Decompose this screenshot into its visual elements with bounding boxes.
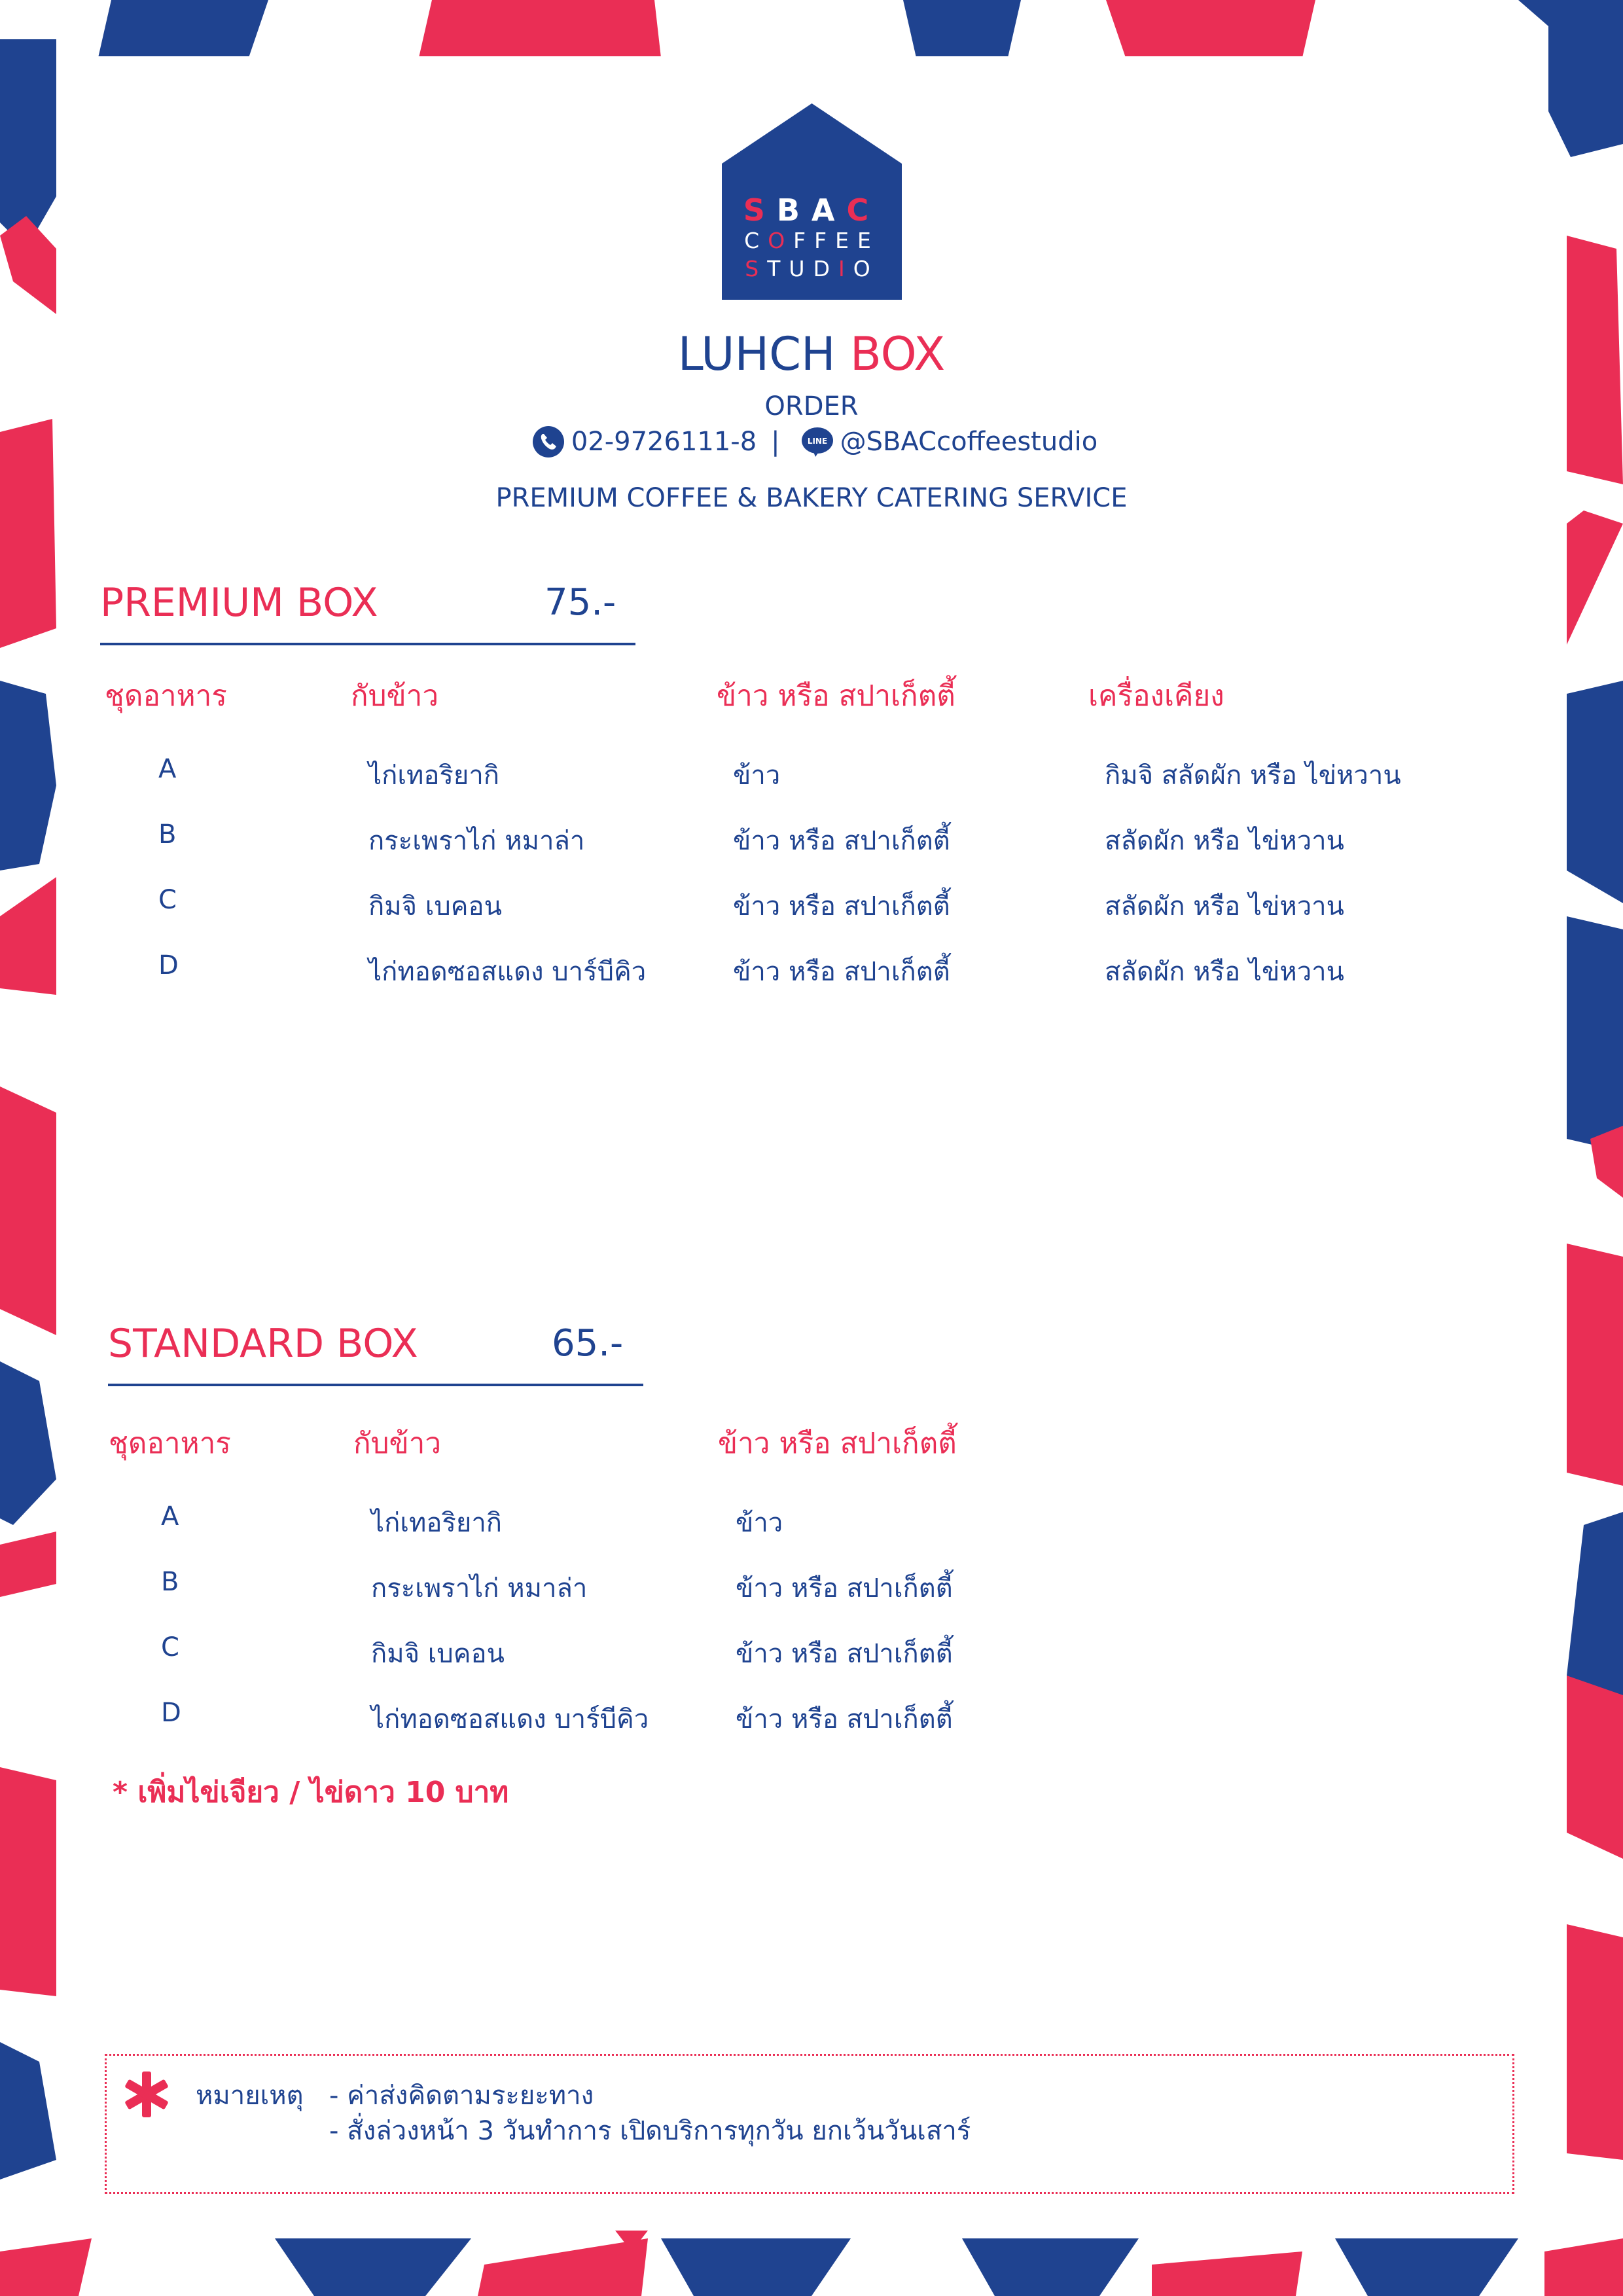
standard-box-price: 65.- [552,1322,624,1365]
line-app-icon [801,425,834,458]
premium-row-a-main: ไก่เทอริยากิ [368,761,499,791]
premium-row-b-rice: ข้าว หรือ สปาเก็ตตี้ [733,826,950,856]
remark-delivery-fee: - ค่าส่งคิดตามระยะทาง [329,2081,594,2111]
premium-row-b-main: กระเพราไก่ หมาล่า [368,826,585,856]
standard-col-main-dish: กับข้าว [353,1427,442,1460]
premium-col-set: ชุดอาหาร [105,679,227,713]
premium-row-d-main: ไก่ทอดซอสแดง บาร์บีคิว [368,957,647,987]
premium-col-side-dish: เครื่องเคียง [1088,679,1224,713]
premium-row-d-side: สลัดผัก หรือ ไข่หวาน [1105,957,1344,987]
page-title: LUHCH BOX [677,327,946,381]
standard-col-rice-or-spaghetti: ข้าว หรือ สปาเก็ตตี้ [718,1427,957,1460]
phone-icon [532,425,565,458]
standard-col-set: ชุดอาหาร [109,1427,231,1460]
svg-text:LINE: LINE [807,437,827,446]
order-label: ORDER [764,391,859,422]
standard-row-a-rice: ข้าว [736,1508,783,1538]
standard-row-b-rice: ข้าว หรือ สปาเก็ตตี้ [736,1573,953,1604]
remark-box [105,2054,1514,2194]
remark-advance-order: - สั่งล่วงหน้า 3 วันทำการ เปิดบริการทุกวัน ยกเว้นวันเสาร์ [329,2116,971,2146]
premium-row-d-rice: ข้าว หรือ สปาเก็ตตี้ [733,957,950,987]
standard-row-b-main: กระเพราไก่ หมาล่า [371,1573,588,1604]
menu-sheet [56,56,1548,2229]
logo-wordmark-studio: STUDIO [745,256,879,281]
standard-row-a-set: A [161,1501,179,1532]
premium-box-price: 75.- [544,581,616,624]
premium-box-title: PREMIUM BOX [100,580,378,626]
premium-row-a-rice: ข้าว [733,761,781,791]
standard-row-a-main: ไก่เทอริยากิ [371,1508,502,1538]
remark-label: หมายเหตุ [196,2081,304,2111]
asterisk-icon [122,2070,171,2119]
phone-number[interactable]: 02-9726111-8 [571,427,757,457]
standard-row-c-set: C [161,1632,179,1662]
standard-row-d-main: ไก่ทอดซอสแดง บาร์บีคิว [371,1704,649,1734]
logo-wordmark-coffee: COFFEE [744,228,880,253]
contact-line [0,425,1623,458]
standard-box-underline [108,1384,643,1386]
logo-wordmark-sbac: SBAC [743,192,881,228]
premium-row-b-side: สลัดผัก หรือ ไข่หวาน [1105,826,1344,856]
premium-row-b-set: B [158,819,177,850]
premium-row-a-set: A [158,754,177,784]
line-id[interactable]: @SBACcoffeestudio [840,427,1098,457]
premium-row-d-set: D [158,950,179,980]
tagline: PREMIUM COFFEE & BAKERY CATERING SERVICE [495,483,1128,513]
premium-col-rice-or-spaghetti: ข้าว หรือ สปาเก็ตตี้ [717,679,955,713]
sbac-logo [722,103,902,300]
standard-box-title: STANDARD BOX [108,1321,418,1367]
standard-row-d-rice: ข้าว หรือ สปาเก็ตตี้ [736,1704,953,1734]
premium-row-c-main: กิมจิ เบคอน [368,891,502,922]
premium-box-underline [100,643,635,645]
premium-row-a-side: กิมจิ สลัดผัก หรือ ไข่หวาน [1105,761,1401,791]
standard-row-c-main: กิมจิ เบคอน [371,1639,505,1669]
contact-separator: | [771,427,780,457]
premium-row-c-side: สลัดผัก หรือ ไข่หวาน [1105,891,1344,922]
standard-row-b-set: B [161,1567,179,1597]
extra-egg-note: * เพิ่มไข่เจียว / ไข่ดาว 10 บาท [113,1776,509,1809]
premium-row-c-set: C [158,885,177,915]
premium-row-c-rice: ข้าว หรือ สปาเก็ตตี้ [733,891,950,922]
standard-row-c-rice: ข้าว หรือ สปาเก็ตตี้ [736,1639,953,1669]
premium-col-main-dish: กับข้าว [351,679,439,713]
standard-row-d-set: D [161,1698,181,1728]
